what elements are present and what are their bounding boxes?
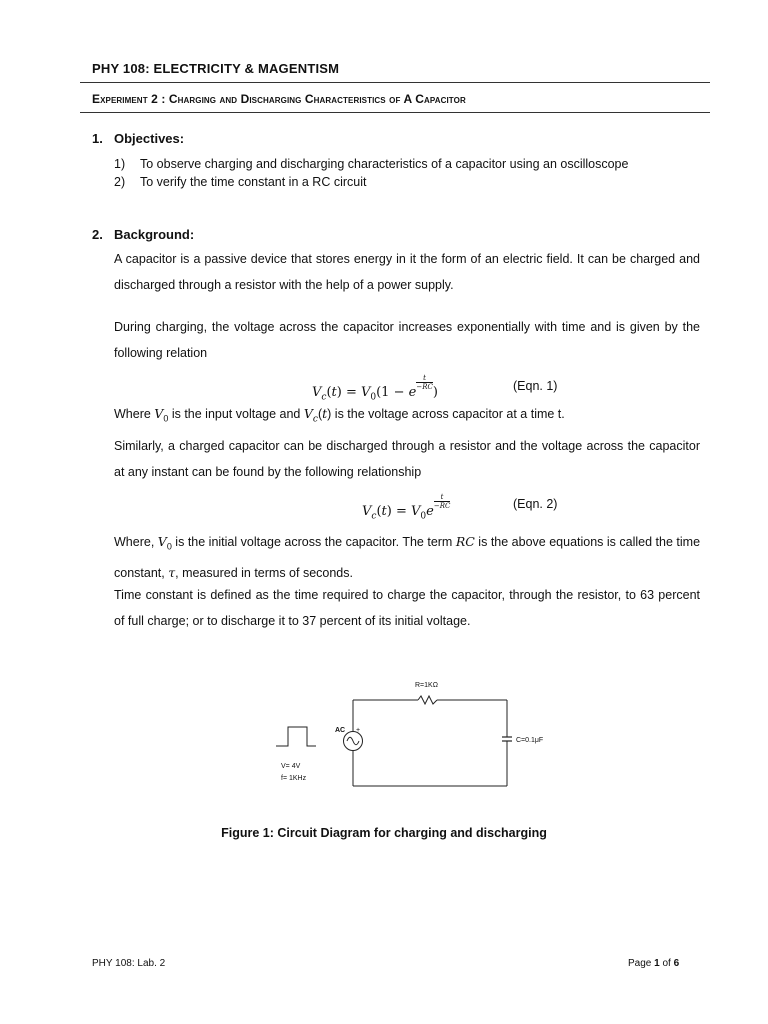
ac-source-icon	[344, 732, 363, 751]
header-divider	[80, 82, 710, 83]
frequency-label: f= 1KHz	[281, 775, 307, 782]
voltage-label: V= 4V	[281, 763, 301, 770]
footer-lab-label: PHY 108: Lab. 2	[92, 958, 166, 969]
objective-item	[114, 175, 366, 189]
circuit-diagram	[270, 670, 560, 800]
capacitor-label: C=0.1μF	[516, 737, 544, 744]
objective-number: 1)	[114, 157, 126, 171]
course-title: PHY 108: ELECTRICITY & MAGENTISM	[92, 61, 340, 76]
ac-label: AC	[335, 727, 346, 734]
paragraph-charging: During charging, the voltage across the capacitor increases exponentially with time and is given by the following relation	[114, 320, 700, 360]
equation-label-2: (Eqn. 2)	[513, 497, 558, 511]
square-pulse-icon	[276, 727, 316, 746]
section-title-background: Background:	[114, 227, 195, 242]
equation-label-1: (Eqn. 1)	[513, 379, 558, 393]
paragraph-where-v0: Where $V_0$ is the input voltage and $V_c(t)$ is the voltage across capacitor at a time t.	[114, 406, 565, 425]
paragraph-time-constant-definition: Time constant is defined as the time required to charge the capacitor, through the resistor, to 63 percent of full charge; or to discharge it to 37 percent of its initial voltage.	[114, 588, 700, 628]
section-title-objectives: Objectives:	[114, 131, 185, 146]
page-number: Page 1 of 6	[628, 958, 680, 969]
section-number: 1.	[92, 131, 103, 146]
equation-discharging: $V_c(t) = V_0e$ $\frac{t}{-RC}$	[362, 493, 451, 522]
paragraph-capacitor-intro: A capacitor is a passive device that stores energy in it the form of an electric field. It can be charged and discharged through a resistor with the help of a power supply.	[114, 252, 700, 292]
objective-number: 2)	[114, 175, 126, 189]
objective-text: To verify the time constant in a RC circuit	[140, 175, 367, 189]
header-divider	[80, 112, 710, 113]
figure-caption: Figure 1: Circuit Diagram for charging and discharging	[221, 826, 547, 840]
paragraph-discharging: Similarly, a charged capacitor can be discharged through a resistor and the voltage across the capacitor at any instant can be found by the following relationship	[114, 439, 700, 479]
section-number: 2.	[92, 227, 103, 242]
objective-item	[114, 157, 628, 171]
objective-text: To observe charging and discharging characteristics of a capacitor using an oscilloscope	[140, 157, 629, 171]
resistor-label: R=1KΩ	[415, 682, 438, 689]
equation-charging: $V_c(t) = V_0(1 - e$ $\frac{t}{-RC}$ )	[312, 374, 438, 403]
resistor-icon	[418, 696, 437, 704]
ac-plus-label: +	[356, 727, 361, 734]
experiment-title: Experiment 2 : Charging and Discharging Characteristics of A Capacitor	[92, 92, 466, 106]
paragraph-time-constant-term: Where, $V_0$ is the initial voltage across the capacitor. The term RC is the above equations is called the time constant, τ, measured in terms of seconds.	[114, 534, 701, 580]
